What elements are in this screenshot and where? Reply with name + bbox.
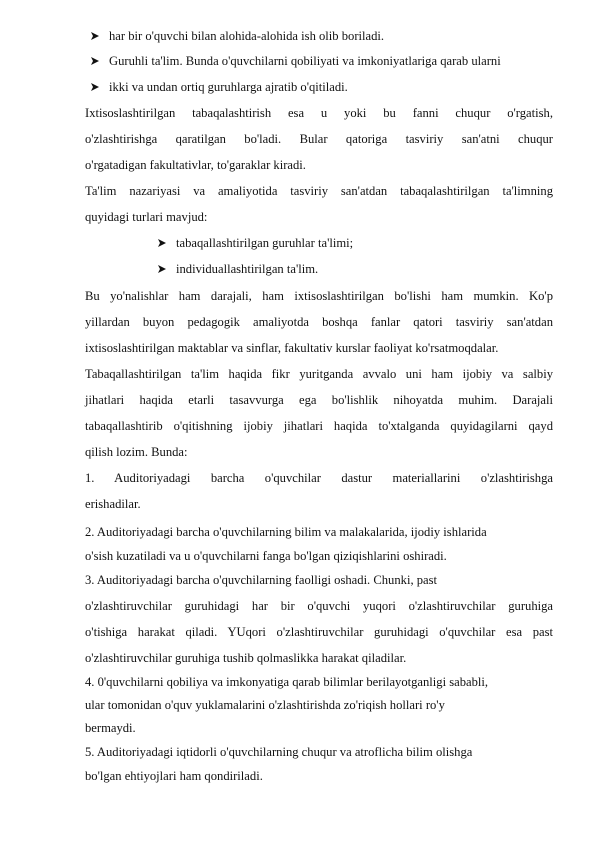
list-item-continuation: o'tishiga harakat qiladi. YUqori o'zlashtiruvchilar guruhidagi o'quvchilar esa past bbox=[85, 625, 553, 639]
arrow-bullet-icon bbox=[157, 238, 167, 248]
paragraph-line: ixtisoslashtirilgan maktablar va sinflar, fakultativ kurslar faoliyat ko'rsatmoqdalar. bbox=[85, 341, 499, 355]
paragraph-line: qilish lozim. Bunda: bbox=[85, 445, 188, 459]
list-item: 5. Auditoriyadagi iqtidorli o'quvchilarning chuqur va atroflicha bilim olishga bbox=[85, 745, 473, 759]
arrow-bullet-icon bbox=[90, 82, 100, 92]
list-item: 2. Auditoriyadagi barcha o'quvchilarning bilim va malakalarida, ijodiy ishlarida bbox=[85, 525, 487, 539]
list-item-continuation: o'zlashtiruvchilar guruhidagi har bir o'quvchi yuqori o'zlashtiruvchilar guruhiga bbox=[85, 599, 553, 613]
paragraph-line: Ta'lim nazariyasi va amaliyotida tasviriy san'atdan tabaqalashtirilgan ta'limning bbox=[85, 184, 553, 198]
paragraph-line: Bu yo'nalishlar ham darajali, ham ixtisoslashtirilgan bo'lishi ham mumkin. Ko'p bbox=[85, 289, 553, 303]
bullet-item: individuallashtirilgan ta'lim. bbox=[176, 262, 319, 276]
list-item-continuation: bo'lgan ehtiyojlari ham qondiriladi. bbox=[85, 769, 263, 783]
paragraph-line: Ixtisoslashtirilgan tabaqalashtirish esa u yoki bu fanni chuqur o'rgatish, bbox=[85, 106, 553, 120]
bullet-item: ikki va undan ortiq guruhlarga ajratib o'qitiladi. bbox=[109, 80, 348, 94]
paragraph-line: Tabaqallashtirilgan ta'lim haqida fikr yuritganda avvalo uni ham ijobiy va salbiy bbox=[85, 367, 553, 381]
bullet-item: Guruhli ta'lim. Bunda o'quvchilarni qobiliyati va imkoniyatlariga qarab ularni bbox=[109, 54, 501, 68]
bullet-item: har bir o'quvchi bilan alohida-alohida ish olib boriladi. bbox=[109, 29, 385, 43]
list-item-continuation: o'sish kuzatiladi va u o'quvchilarni fanga bo'lgan qiziqishlarini oshiradi. bbox=[85, 549, 447, 563]
paragraph-line: o'rgatadigan fakultativlar, to'garaklar kiradi. bbox=[85, 158, 306, 172]
list-item-continuation: o'zlashtiruvchilar guruhiga tushib qolmaslikka harakat qiladilar. bbox=[85, 651, 407, 665]
arrow-bullet-icon bbox=[157, 264, 167, 274]
list-item: 3. Auditoriyadagi barcha o'quvchilarning faolligi oshadi. Chunki, past bbox=[85, 573, 438, 587]
paragraph-line: yillardan buyon pedagogik amaliyotda boshqa fanlar qatori tasviriy san'atdan bbox=[85, 315, 553, 329]
list-item: 1. Auditoriyadagi barcha o'quvchilar dastur materiallarini o'zlashtirishga bbox=[85, 471, 553, 485]
paragraph-line: jihatlari haqida etarli tasavvurga ega bo'lishlik nihoyatda muhim. Darajali bbox=[85, 393, 553, 407]
list-item: 4. 0'quvchilarni qobiliya va imkonyatiga qarab bilimlar berilayotganligi sababli, bbox=[85, 675, 489, 689]
list-item-continuation: ular tomonidan o'quv yuklamalarini o'zlashtirishda zo'riqish hollari ro'y bbox=[85, 698, 445, 712]
list-item-continuation: erishadilar. bbox=[85, 497, 141, 511]
arrow-bullet-icon bbox=[90, 56, 100, 66]
paragraph-line: o'zlashtirishga qaratilgan bo'ladi. Bular qatoriga tasviriy san'atni chuqur bbox=[85, 132, 553, 146]
list-item-continuation: bermaydi. bbox=[85, 721, 136, 735]
bullet-item: tabaqallashtirilgan guruhlar ta'limi; bbox=[176, 236, 354, 250]
arrow-bullet-icon bbox=[90, 31, 100, 41]
paragraph-line: quyidagi turlari mavjud: bbox=[85, 210, 208, 224]
paragraph-line: tabaqallashtirib o'qitishning ijobiy jihatlari haqida to'xtalganda quyidagilarni qayd bbox=[85, 419, 553, 433]
